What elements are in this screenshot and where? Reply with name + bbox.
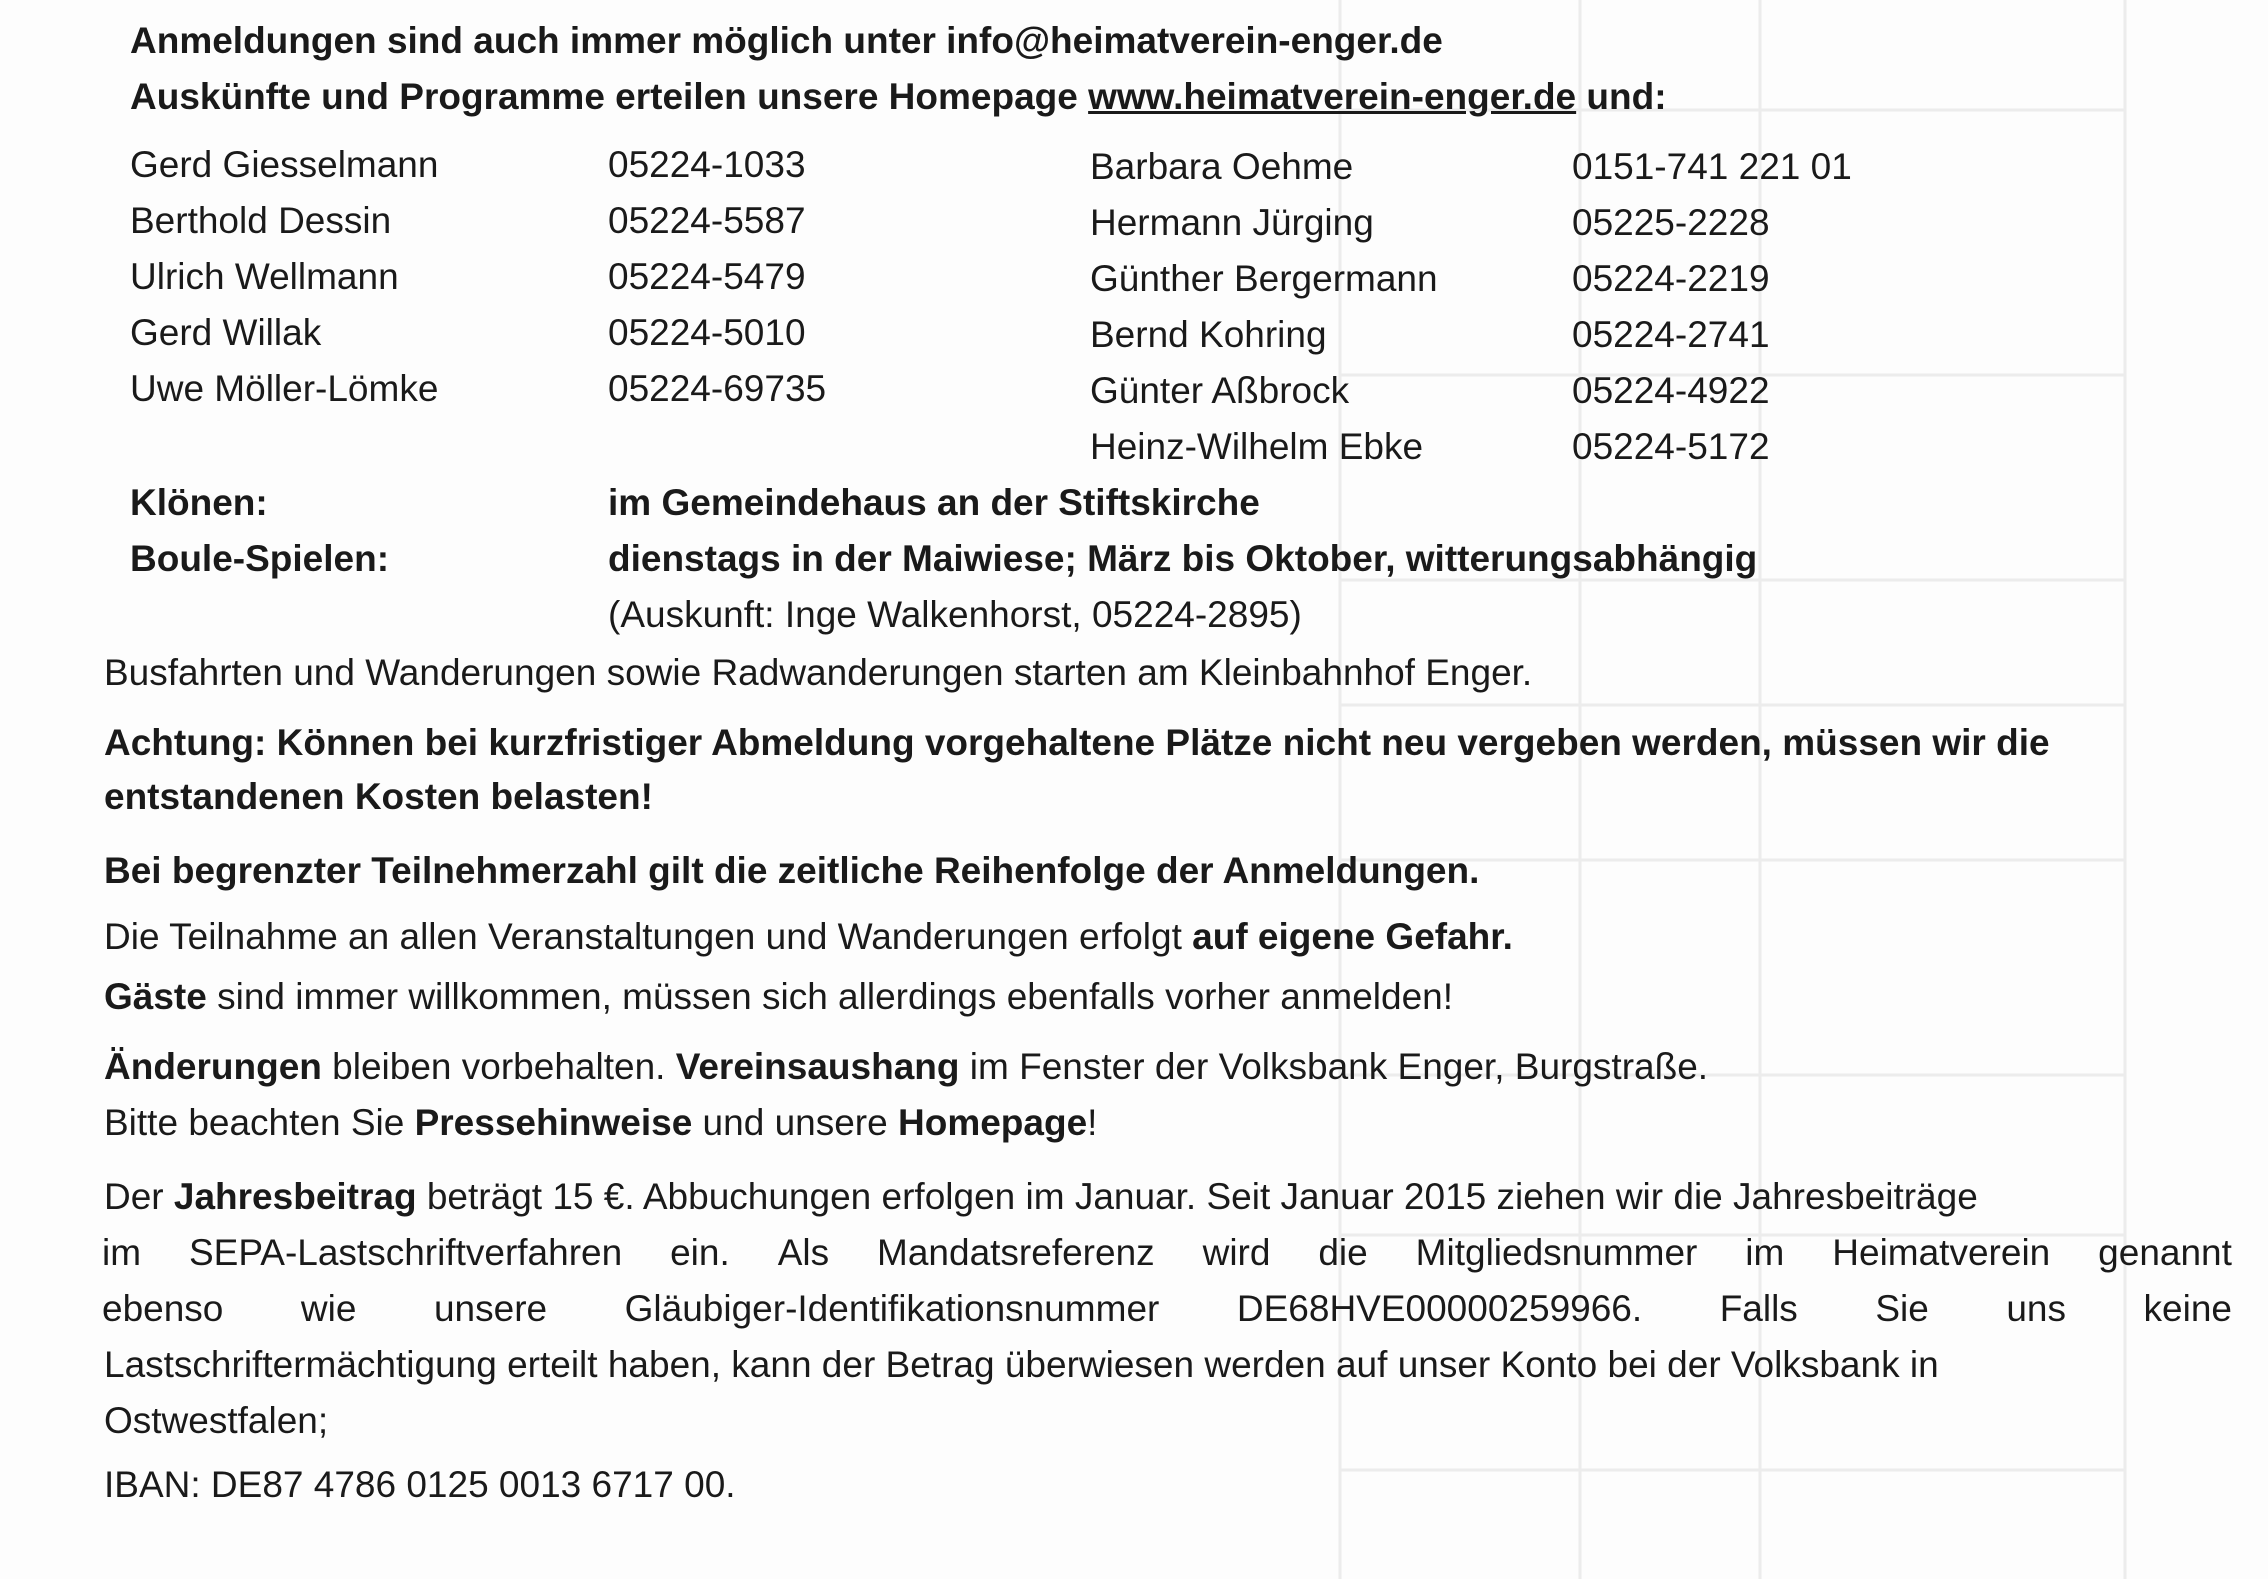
- notice-board-emphasis: Vereinsaushang: [675, 1046, 960, 1087]
- contact-phone: 05224-2219: [1572, 258, 1770, 299]
- fee-word: Sie: [1875, 1288, 1929, 1329]
- fee-word: uns: [2006, 1288, 2067, 1329]
- contact-phone: 05224-4922: [1572, 370, 1770, 411]
- contact-name: Berthold Dessin: [130, 200, 392, 241]
- header-info-line: [130, 74, 1667, 120]
- press-emphasis: Pressehinweise: [414, 1102, 693, 1143]
- fee-line-4: Lastschriftermächtigung erteilt haben, kann der Betrag überwiesen werden auf unser Konto bei der Volksbank in: [104, 1344, 1939, 1385]
- contact-name: Uwe Möller-Lömke: [130, 368, 439, 409]
- fee-word: Gläubiger-Identifikationsnummer: [624, 1288, 1160, 1329]
- fee-word: unsere: [433, 1288, 548, 1329]
- contact-phone: 05224-5587: [608, 200, 806, 241]
- activity-label: Klönen:: [130, 482, 268, 523]
- press-note: [104, 1100, 1097, 1146]
- fee-word: Mitgliedsnummer: [1415, 1232, 1698, 1273]
- boule-contact-info: (Auskunft: Inge Walkenhorst, 05224-2895): [608, 594, 1302, 635]
- guests-note: [104, 974, 1453, 1020]
- fee-word: im: [1745, 1232, 1785, 1273]
- contact-name: Gerd Giesselmann: [130, 144, 439, 185]
- contact-phone: 05225-2228: [1572, 202, 1770, 243]
- press-mid-text: und unsere: [692, 1102, 898, 1143]
- changes-note: [104, 1044, 1708, 1090]
- contact-phone: 05224-69735: [608, 368, 827, 409]
- contact-name: Barbara Oehme: [1090, 146, 1354, 187]
- contact-phone: 05224-5172: [1572, 426, 1770, 467]
- participation-note: [104, 914, 1513, 960]
- iban: IBAN: DE87 4786 0125 0013 6717 00.: [104, 1464, 736, 1505]
- bus-start-info: Busfahrten und Wanderungen sowie Radwanderungen starten am Kleinbahnhof Enger.: [104, 652, 1533, 693]
- press-text: Bitte beachten Sie: [104, 1102, 415, 1143]
- fee-word: im: [102, 1232, 142, 1273]
- contact-phone: 05224-5010: [608, 312, 806, 353]
- fee-line-3: [102, 1286, 2232, 1332]
- fee-prefix: Der: [104, 1176, 174, 1217]
- fee-line-1: [104, 1174, 1978, 1220]
- fee-line-5: Ostwestfalen;: [104, 1400, 329, 1441]
- contact-phone: 05224-2741: [1572, 314, 1770, 355]
- activity-text: im Gemeindehaus an der Stiftskirche: [608, 482, 1260, 523]
- header-registration-line: [130, 18, 1443, 64]
- limited-participants-note: Bei begrenzter Teilnehmerzahl gilt die zeitliche Reihenfolge der Anmeldungen.: [104, 850, 1480, 891]
- contact-name: Heinz-Wilhelm Ebke: [1090, 426, 1424, 467]
- contact-phone: 0151-741 221 01: [1572, 146, 1852, 187]
- guests-emphasis: Gäste: [104, 976, 207, 1017]
- contact-name: Bernd Kohring: [1090, 314, 1327, 355]
- fee-line-2: [102, 1230, 2232, 1276]
- activity-text: dienstags in der Maiwiese; März bis Oktober, witterungsabhängig: [608, 538, 1758, 579]
- fee-word: genannt: [2098, 1232, 2232, 1273]
- fee-word: wie: [300, 1288, 357, 1329]
- fee-word: Mandatsreferenz: [877, 1232, 1155, 1273]
- fee-word: Als: [777, 1232, 830, 1273]
- fee-word: ein.: [670, 1232, 730, 1273]
- changes-emphasis: Änderungen: [104, 1046, 322, 1087]
- warning-line-1: Achtung: Können bei kurzfristiger Abmeldung vorgehaltene Plätze nicht neu vergeben werden, müssen wir die: [104, 722, 2050, 763]
- contact-name: Hermann Jürging: [1090, 202, 1374, 243]
- fee-text: beträgt 15 €. Abbuchungen erfolgen im Januar. Seit Januar 2015 ziehen wir die Jahresbeiträge: [416, 1176, 1978, 1217]
- info-text: Auskünfte und Programme erteilen unsere Homepage: [130, 76, 1089, 117]
- changes-text: bleiben vorbehalten.: [321, 1046, 676, 1087]
- fee-word: wird: [1202, 1232, 1271, 1273]
- warning-line-2: entstandenen Kosten belasten!: [104, 776, 653, 817]
- registration-text: Anmeldungen sind auch immer möglich unter info@heimatverein-enger.de: [130, 20, 1443, 61]
- homepage-emphasis: Homepage: [898, 1102, 1088, 1143]
- contact-name: Ulrich Wellmann: [130, 256, 399, 297]
- homepage-link[interactable]: www.heimatverein-enger.de: [1088, 76, 1577, 117]
- contact-phone: 05224-5479: [608, 256, 806, 297]
- fee-word: die: [1318, 1232, 1368, 1273]
- press-suffix: !: [1087, 1102, 1098, 1143]
- contact-name: Günther Bergermann: [1090, 258, 1438, 299]
- fee-word: keine: [2143, 1288, 2232, 1329]
- fee-word: Heimatverein: [1832, 1232, 2051, 1273]
- contact-name: Gerd Willak: [130, 312, 322, 353]
- fee-emphasis: Jahresbeitrag: [173, 1176, 417, 1217]
- fee-word: SEPA-Lastschriftverfahren: [188, 1232, 623, 1273]
- fee-word: Falls: [1719, 1288, 1798, 1329]
- creditor-id: DE68HVE00000259966.: [1236, 1288, 1643, 1329]
- guests-text: sind immer willkommen, müssen sich allerdings ebenfalls vorher anmelden!: [206, 976, 1454, 1017]
- info-suffix: und:: [1576, 76, 1667, 117]
- participation-text: Die Teilnahme an allen Veranstaltungen und Wanderungen erfolgt: [104, 916, 1193, 957]
- contact-name: Günter Aßbrock: [1090, 370, 1350, 411]
- contact-phone: 05224-1033: [608, 144, 806, 185]
- activity-label: Boule-Spielen:: [130, 538, 390, 579]
- participation-emphasis: auf eigene Gefahr.: [1192, 916, 1513, 957]
- notice-board-location: im Fenster der Volksbank Enger, Burgstraße.: [959, 1046, 1709, 1087]
- fee-word: ebenso: [102, 1288, 224, 1329]
